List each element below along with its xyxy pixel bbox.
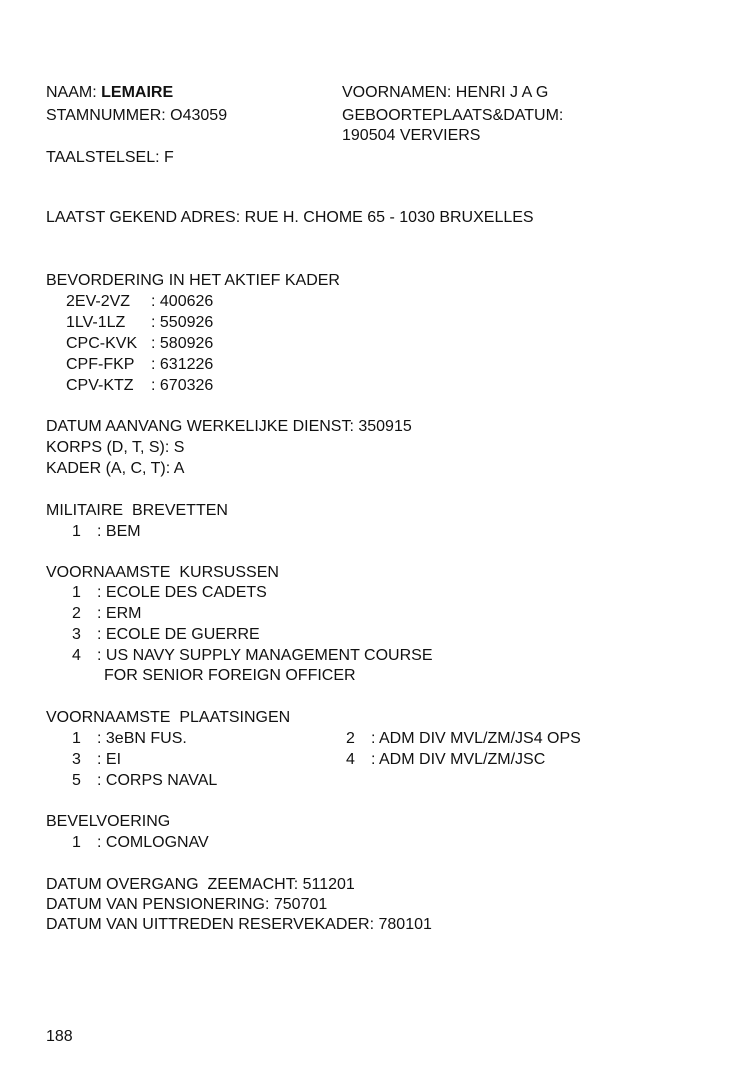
list-item	[72, 645, 433, 666]
geboorte-value: 190504 VERVIERS	[342, 127, 481, 144]
bevordering-row	[66, 375, 213, 396]
adres-line	[46, 207, 534, 228]
bevordering-row	[66, 333, 213, 354]
list-item	[72, 832, 209, 853]
item-number: 1	[72, 730, 81, 747]
grade-date: : 400626	[151, 293, 214, 310]
item-number: 4	[346, 751, 355, 768]
item-number: 3	[72, 626, 81, 643]
adres-value: RUE H. CHOME 65 - 1030 BRUXELLES	[244, 209, 534, 226]
item-number: 3	[72, 751, 81, 768]
voornamen-label: VOORNAMEN:	[342, 84, 452, 101]
item-number: 1	[72, 584, 81, 601]
item-text: : COMLOGNAV	[97, 834, 209, 851]
grade: CPF-FKP	[66, 356, 135, 373]
list-item	[72, 749, 121, 770]
kursussen-title: VOORNAAMSTE KURSUSSEN	[46, 564, 279, 581]
brevetten-title: MILITAIRE BREVETTEN	[46, 502, 228, 519]
item-number: 2	[72, 605, 81, 622]
page-number: 188	[46, 1028, 73, 1045]
item-number: 4	[72, 647, 81, 664]
item-text: : ADM DIV MVL/ZM/JSC	[371, 751, 546, 768]
grade-date: : 580926	[151, 335, 214, 352]
taalstelsel-line	[46, 147, 174, 168]
voornamen-value: HENRI J A G	[455, 84, 549, 101]
item-text: : ECOLE DES CADETS	[97, 584, 267, 601]
item-number: 1	[72, 523, 81, 540]
geboorte-label: GEBOORTEPLAATS&DATUM:	[342, 107, 564, 124]
naam-line	[46, 82, 173, 103]
naam-label: NAAM:	[46, 84, 97, 101]
list-item	[72, 728, 187, 749]
naam-value: LEMAIRE	[101, 84, 174, 101]
list-item	[72, 770, 217, 791]
list-item	[72, 521, 141, 542]
voornamen-line	[342, 82, 548, 103]
grade: CPV-KTZ	[66, 377, 134, 394]
item-text: : ERM	[97, 605, 142, 622]
item-number: 2	[346, 730, 355, 747]
stamnummer-value: O43059	[170, 107, 228, 124]
datum-overgang: DATUM OVERGANG ZEEMACHT: 511201	[46, 876, 355, 893]
adres-label: LAATST GEKEND ADRES:	[46, 209, 241, 226]
list-item	[346, 728, 581, 749]
item-text: : ADM DIV MVL/ZM/JS4 OPS	[371, 730, 581, 747]
item-text: : CORPS NAVAL	[97, 772, 218, 789]
datum-uittreden: DATUM VAN UITTREDEN RESERVEKADER: 780101	[46, 916, 432, 933]
list-item	[72, 603, 141, 624]
plaatsingen-title: VOORNAAMSTE PLAATSINGEN	[46, 709, 291, 726]
bevordering-row	[66, 354, 213, 375]
list-item	[346, 749, 545, 770]
list-item	[72, 582, 267, 603]
grade: 2EV-2VZ	[66, 293, 131, 310]
stamnummer-label: STAMNUMMER:	[46, 107, 166, 124]
item-text: : US NAVY SUPPLY MANAGEMENT COURSE	[97, 647, 433, 664]
grade-date: : 550926	[151, 314, 214, 331]
bevordering-row	[66, 312, 213, 333]
stamnummer-line	[46, 105, 227, 126]
datum-pensionering: DATUM VAN PENSIONERING: 750701	[46, 896, 328, 913]
bevelvoering-title: BEVELVOERING	[46, 813, 171, 830]
item-number: 1	[72, 834, 81, 851]
grade-date: : 670326	[151, 377, 214, 394]
item-text: : EI	[97, 751, 122, 768]
item-text: : 3eBN FUS.	[97, 730, 187, 747]
grade: 1LV-1LZ	[66, 314, 126, 331]
item-text: : ECOLE DE GUERRE	[97, 626, 260, 643]
kader: KADER (A, C, T): A	[46, 460, 185, 477]
item-text: : BEM	[97, 523, 141, 540]
taalstelsel-label: TAALSTELSEL:	[46, 149, 160, 166]
taalstelsel-value: F	[163, 149, 174, 166]
grade-date: : 631226	[151, 356, 214, 373]
aanvang-dienst: DATUM AANVANG WERKELIJKE DIENST: 350915	[46, 418, 412, 435]
korps: KORPS (D, T, S): S	[46, 439, 185, 456]
list-item-continuation: FOR SENIOR FOREIGN OFFICER	[104, 667, 356, 684]
bevordering-row	[66, 291, 213, 312]
list-item	[72, 624, 260, 645]
grade: CPC-KVK	[66, 335, 138, 352]
item-number: 5	[72, 772, 81, 789]
bevordering-title: BEVORDERING IN HET AKTIEF KADER	[46, 272, 340, 289]
